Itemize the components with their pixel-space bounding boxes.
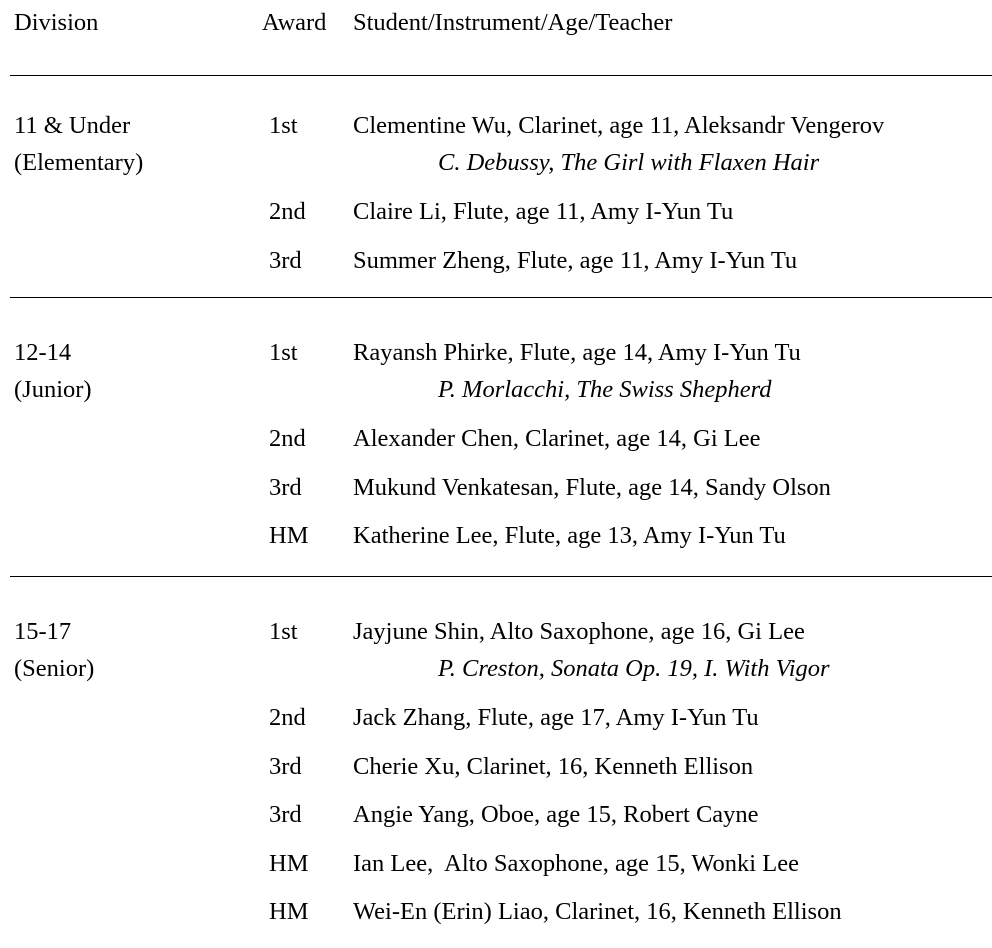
division-range: 11 & Under bbox=[14, 112, 131, 139]
award-label: 1st bbox=[269, 618, 298, 645]
award-label: HM bbox=[269, 522, 309, 549]
award-label: 3rd bbox=[269, 753, 302, 780]
winning-piece: C. Debussy, The Girl with Flaxen Hair bbox=[438, 149, 820, 176]
section-divider bbox=[10, 576, 992, 577]
award-label: 3rd bbox=[269, 247, 302, 274]
winner-entry: Claire Li, Flute, age 11, Amy I-Yun Tu bbox=[353, 198, 734, 225]
winner-entry: Clementine Wu, Clarinet, age 11, Aleksandr Vengerov bbox=[353, 112, 885, 139]
award-label: 2nd bbox=[269, 704, 306, 731]
award-label: 3rd bbox=[269, 474, 302, 501]
winner-entry: Wei-En (Erin) Liao, Clarinet, 16, Kenneth Ellison bbox=[353, 898, 842, 925]
award-label: HM bbox=[269, 850, 309, 877]
header-details: Student/Instrument/Age/Teacher bbox=[353, 9, 673, 36]
winner-entry: Rayansh Phirke, Flute, age 14, Amy I-Yun Tu bbox=[353, 339, 801, 366]
section-divider bbox=[10, 297, 992, 298]
winner-entry: Ian Lee, Alto Saxophone, age 15, Wonki Lee bbox=[353, 850, 799, 877]
division-name: (Senior) bbox=[14, 655, 95, 682]
winner-entry: Katherine Lee, Flute, age 13, Amy I-Yun Tu bbox=[353, 522, 786, 549]
winner-entry: Summer Zheng, Flute, age 11, Amy I-Yun Tu bbox=[353, 247, 798, 274]
award-label: 2nd bbox=[269, 198, 306, 225]
award-label: 1st bbox=[269, 339, 298, 366]
winner-entry: Jack Zhang, Flute, age 17, Amy I-Yun Tu bbox=[353, 704, 759, 731]
winner-entry: Mukund Venkatesan, Flute, age 14, Sandy Olson bbox=[353, 474, 831, 501]
header-divider bbox=[10, 75, 992, 76]
division-range: 15-17 bbox=[14, 618, 72, 645]
winner-entry: Alexander Chen, Clarinet, age 14, Gi Lee bbox=[353, 425, 761, 452]
winner-entry: Cherie Xu, Clarinet, 16, Kenneth Ellison bbox=[353, 753, 754, 780]
winning-piece: P. Morlacchi, The Swiss Shepherd bbox=[438, 376, 772, 403]
division-name: (Junior) bbox=[14, 376, 92, 403]
division-range: 12-14 bbox=[14, 339, 72, 366]
award-label: 3rd bbox=[269, 801, 302, 828]
winner-entry: Jayjune Shin, Alto Saxophone, age 16, Gi Lee bbox=[353, 618, 805, 645]
award-label: 2nd bbox=[269, 425, 306, 452]
header-division: Division bbox=[14, 9, 99, 36]
winning-piece: P. Creston, Sonata Op. 19, I. With Vigor bbox=[438, 655, 830, 682]
award-label: 1st bbox=[269, 112, 298, 139]
award-label: HM bbox=[269, 898, 309, 925]
winner-entry: Angie Yang, Oboe, age 15, Robert Cayne bbox=[353, 801, 759, 828]
header-award: Award bbox=[262, 9, 327, 36]
division-name: (Elementary) bbox=[14, 149, 144, 176]
